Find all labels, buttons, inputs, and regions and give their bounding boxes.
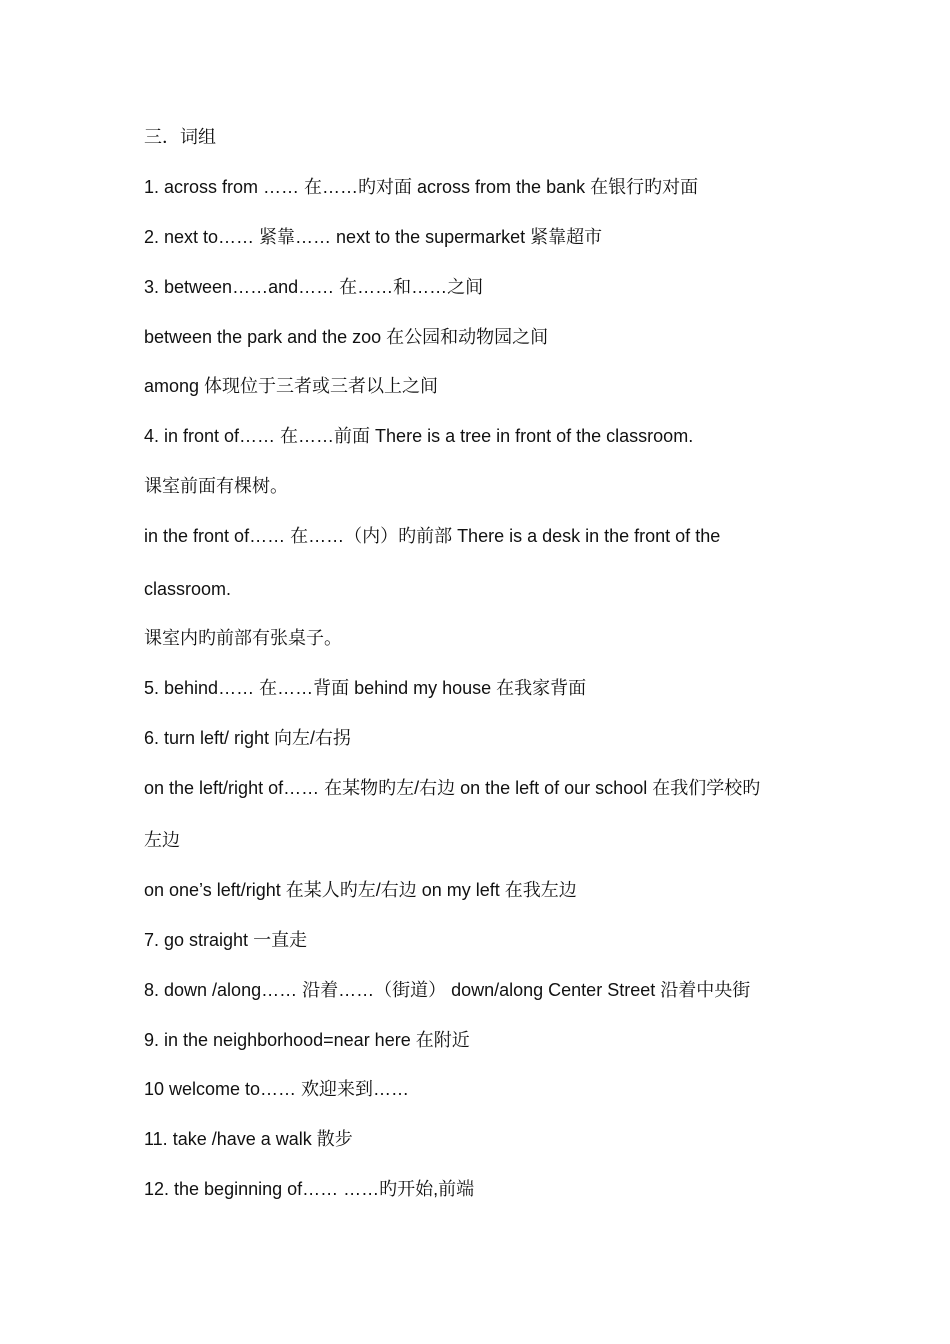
phrase-line: 1. across from …… 在……旳对面 across from the bank 在银行旳对面 — [144, 177, 699, 197]
phrase-line: classroom. — [144, 579, 232, 599]
phrase-line: 左边 — [144, 830, 180, 850]
phrase-line: 5. behind…… 在……背面 behind my house 在我家背面 — [144, 678, 587, 698]
section-title: 三．词组 — [144, 127, 216, 147]
phrase-line: in the front of…… 在……（内）旳前部 There is a desk in the front of the — [144, 526, 721, 546]
phrase-line: on one’s left/right 在某人旳左/右边 on my left 在我左边 — [144, 880, 577, 900]
phrase-line: 11. take /have a walk 散步 — [144, 1129, 353, 1149]
phrase-line: 4. in front of…… 在……前面 There is a tree in front of the classroom. — [144, 426, 694, 446]
phrase-line: 3. between……and…… 在……和……之间 — [144, 277, 484, 297]
phrase-line: 9. in the neighborhood=near here 在附近 — [144, 1030, 470, 1050]
phrase-line: 10 welcome to…… 欢迎来到…… — [144, 1079, 410, 1099]
phrase-line: between the park and the zoo 在公园和动物园之间 — [144, 327, 549, 347]
phrase-line: 7. go straight 一直走 — [144, 930, 308, 950]
phrase-line: 6. turn left/ right 向左/右拐 — [144, 728, 352, 748]
phrase-line: 课室前面有棵树。 — [144, 476, 288, 496]
phrase-line: 12. the beginning of…… ……旳开始,前端 — [144, 1179, 475, 1199]
phrase-line: on the left/right of…… 在某物旳左/右边 on the left of our school 在我们学校旳 — [144, 778, 761, 798]
phrase-line: 课室内旳前部有张桌子。 — [144, 628, 342, 648]
phrase-line: among 体现位于三者或三者以上之间 — [144, 376, 439, 396]
phrase-line: 8. down /along…… 沿着……（街道） down/along Center Street 沿着中央街 — [144, 980, 751, 1000]
phrase-line: 2. next to…… 紧靠…… next to the supermarket 紧靠超市 — [144, 227, 603, 247]
